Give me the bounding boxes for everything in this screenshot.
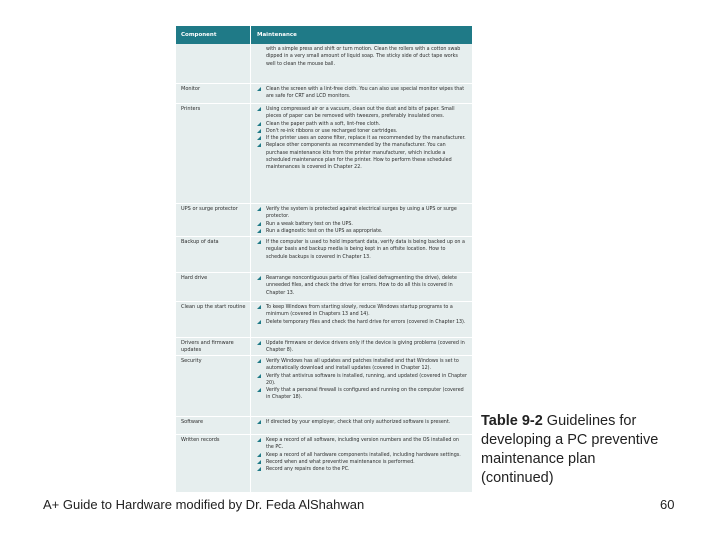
component-cell bbox=[176, 44, 250, 83]
table-row bbox=[176, 417, 472, 435]
maintenance-text: If the computer is used to hold important data, verify data is being backed up on a regular basis and backup media is being kept in an offsite location. How to schedule backups is covered in Chapter 13. bbox=[266, 240, 465, 260]
maintenance-text: If directed by your employer, check that only authorized software is present. bbox=[266, 420, 451, 425]
bullet-icon bbox=[257, 129, 261, 133]
component-cell: Software bbox=[181, 419, 204, 425]
bullet-icon bbox=[257, 240, 261, 244]
maintenance-item bbox=[257, 319, 468, 326]
maintenance-item bbox=[257, 304, 468, 319]
component-cell: Written records bbox=[181, 437, 220, 443]
header-maintenance: Maintenance bbox=[250, 26, 472, 44]
maintenance-cell bbox=[250, 237, 472, 272]
maintenance-text: Verify the system is protected against electrical surges by using a UPS or surge protector. bbox=[266, 207, 457, 220]
maintenance-text: Verify that a personal firewall is configured and running on the computer (covered in Chapter 18). bbox=[266, 388, 464, 401]
maintenance-item bbox=[257, 373, 468, 388]
table-row bbox=[176, 338, 472, 356]
bullet-icon bbox=[257, 107, 261, 111]
maintenance-item bbox=[257, 135, 468, 142]
maintenance-text: Record any repairs done to the PC. bbox=[266, 467, 350, 473]
maintenance-text: Don't re-ink ribbons or use recharged toner cartridges. bbox=[266, 128, 398, 134]
bullet-icon bbox=[257, 276, 261, 280]
bullet-icon bbox=[257, 341, 261, 345]
bullet-icon bbox=[257, 374, 261, 378]
maintenance-item bbox=[257, 86, 468, 101]
maintenance-cell bbox=[250, 84, 472, 103]
table-row bbox=[176, 302, 472, 338]
page-number: 60 bbox=[660, 497, 675, 512]
maintenance-text: Keep a record of all hardware components installed, including hardware settings. bbox=[266, 452, 461, 458]
maintenance-text: Update firmware or device drivers only if the device is giving problems (covered in Chapter 8). bbox=[266, 341, 465, 354]
bullet-icon bbox=[257, 87, 261, 91]
table-caption bbox=[481, 412, 671, 488]
table-row bbox=[176, 104, 472, 204]
maintenance-text: Replace other components as recommended by the manufacturer. You can purchase maintenance kits from the printer manufacturer, which include a scheduled maintenance plan for the printer. How to perform these scheduled maintenances is covered in Chapter 22. bbox=[266, 143, 452, 171]
table-row bbox=[176, 204, 472, 237]
maintenance-item bbox=[257, 106, 468, 121]
maintenance-item bbox=[257, 221, 468, 228]
maintenance-text: Run a weak battery test on the UPS. bbox=[266, 221, 353, 227]
component-cell: UPS or surge protector bbox=[181, 206, 238, 212]
maintenance-cell bbox=[250, 435, 472, 492]
maintenance-item bbox=[257, 206, 468, 221]
maintenance-item bbox=[257, 419, 468, 426]
footer-text: A+ Guide to Hardware modified by Dr. Feda AlShahwan bbox=[43, 497, 365, 512]
maintenance-item bbox=[257, 46, 468, 68]
maintenance-text: Rearrange noncontiguous parts of files (called defragmenting the drive), delete unneeded files, and check the drive for errors. How to do all this is covered in Chapter 13. bbox=[266, 276, 457, 296]
component-cell: Security bbox=[181, 358, 202, 364]
bullet-icon bbox=[257, 460, 261, 464]
maintenance-item bbox=[257, 437, 468, 452]
bullet-icon bbox=[257, 207, 261, 211]
maintenance-item bbox=[257, 142, 468, 171]
bullet-icon bbox=[257, 305, 261, 309]
maintenance-table bbox=[176, 26, 472, 492]
component-cell: Backup of data bbox=[181, 239, 219, 245]
caption-text: Guidelines for developing a PC preventive maintenance plan (continued) bbox=[481, 413, 659, 486]
bullet-icon bbox=[257, 320, 261, 324]
table-row bbox=[176, 44, 472, 84]
component-cell: Clean up the start routine bbox=[181, 304, 246, 310]
maintenance-item bbox=[257, 340, 468, 355]
maintenance-item bbox=[257, 387, 468, 402]
maintenance-item bbox=[257, 459, 468, 466]
maintenance-text: with a simple press and shift or turn motion. Clean the rollers with a cotton swab dipped in a very small amount of liquid soap. The sticky side of duct tape works well to clean the mouse ball. bbox=[266, 47, 461, 67]
maintenance-text: To keep Windows from starting slowly, reduce Windows startup programs to a minimum (covered in Chapters 13 and 14). bbox=[266, 305, 453, 318]
component-cell: Monitor bbox=[181, 86, 201, 92]
maintenance-item bbox=[257, 452, 468, 459]
component-cell: Drivers and firmware updates bbox=[181, 340, 234, 353]
component-cell: Printers bbox=[181, 106, 201, 112]
component-cell: Hard drive bbox=[181, 275, 208, 281]
table-row bbox=[176, 435, 472, 492]
table-row bbox=[176, 273, 472, 302]
bullet-icon bbox=[257, 438, 261, 442]
bullet-icon bbox=[257, 229, 261, 233]
maintenance-text: Using compressed air or a vacuum, clean out the dust and bits of paper. Small pieces of paper can be removed with tweezers, preferably insulated ones. bbox=[266, 107, 455, 120]
maintenance-cell bbox=[250, 338, 472, 355]
table-header bbox=[176, 26, 472, 44]
maintenance-text: Record when and what preventive maintenance is performed. bbox=[266, 459, 415, 465]
maintenance-cell bbox=[250, 356, 472, 416]
maintenance-text: Delete temporary files and check the hard drive for errors (covered in Chapter 13). bbox=[266, 319, 466, 325]
bullet-icon bbox=[257, 222, 261, 226]
maintenance-item bbox=[257, 121, 468, 128]
maintenance-text: Verify that antivirus software is installed, running, and updated (covered in Chapter 20). bbox=[266, 373, 467, 386]
maintenance-cell bbox=[250, 104, 472, 203]
maintenance-cell bbox=[250, 204, 472, 236]
maintenance-cell bbox=[250, 302, 472, 337]
maintenance-item bbox=[257, 358, 468, 373]
caption-label: Table 9-2 bbox=[481, 413, 543, 429]
table-row bbox=[176, 237, 472, 273]
maintenance-text: Run a diagnostic test on the UPS as appropriate. bbox=[266, 228, 383, 234]
maintenance-item bbox=[257, 275, 468, 297]
bullet-icon bbox=[257, 453, 261, 457]
bullet-icon bbox=[257, 359, 261, 363]
maintenance-cell bbox=[250, 417, 472, 434]
maintenance-cell bbox=[250, 44, 472, 83]
table-row bbox=[176, 356, 472, 417]
bullet-icon bbox=[257, 467, 261, 471]
bullet-icon bbox=[257, 388, 261, 392]
maintenance-text: Clean the screen with a lint-free cloth. You can also use special monitor wipes that are safe for CRT and LCD monitors. bbox=[266, 87, 465, 100]
table-body bbox=[176, 44, 472, 492]
maintenance-text: Clean the paper path with a soft, lint-free cloth. bbox=[266, 121, 381, 127]
table-row bbox=[176, 84, 472, 104]
bullet-icon bbox=[257, 136, 261, 140]
maintenance-text: If the printer uses an ozone filter, replace it as recommended by the manufacturer. bbox=[266, 136, 466, 142]
bullet-icon bbox=[257, 420, 261, 424]
maintenance-item bbox=[257, 239, 468, 261]
maintenance-cell bbox=[250, 273, 472, 301]
maintenance-item bbox=[257, 466, 468, 473]
maintenance-text: Verify Windows has all updates and patches installed and that Windows is set to automatically download and install updates (covered in Chapter 12). bbox=[266, 359, 459, 372]
header-component: Component bbox=[181, 32, 217, 38]
maintenance-item bbox=[257, 228, 468, 235]
maintenance-text: Keep a record of all software, including version numbers and the OS installed on the PC. bbox=[266, 438, 459, 451]
bullet-icon bbox=[257, 143, 261, 147]
bullet-icon bbox=[257, 122, 261, 126]
maintenance-item bbox=[257, 128, 468, 135]
